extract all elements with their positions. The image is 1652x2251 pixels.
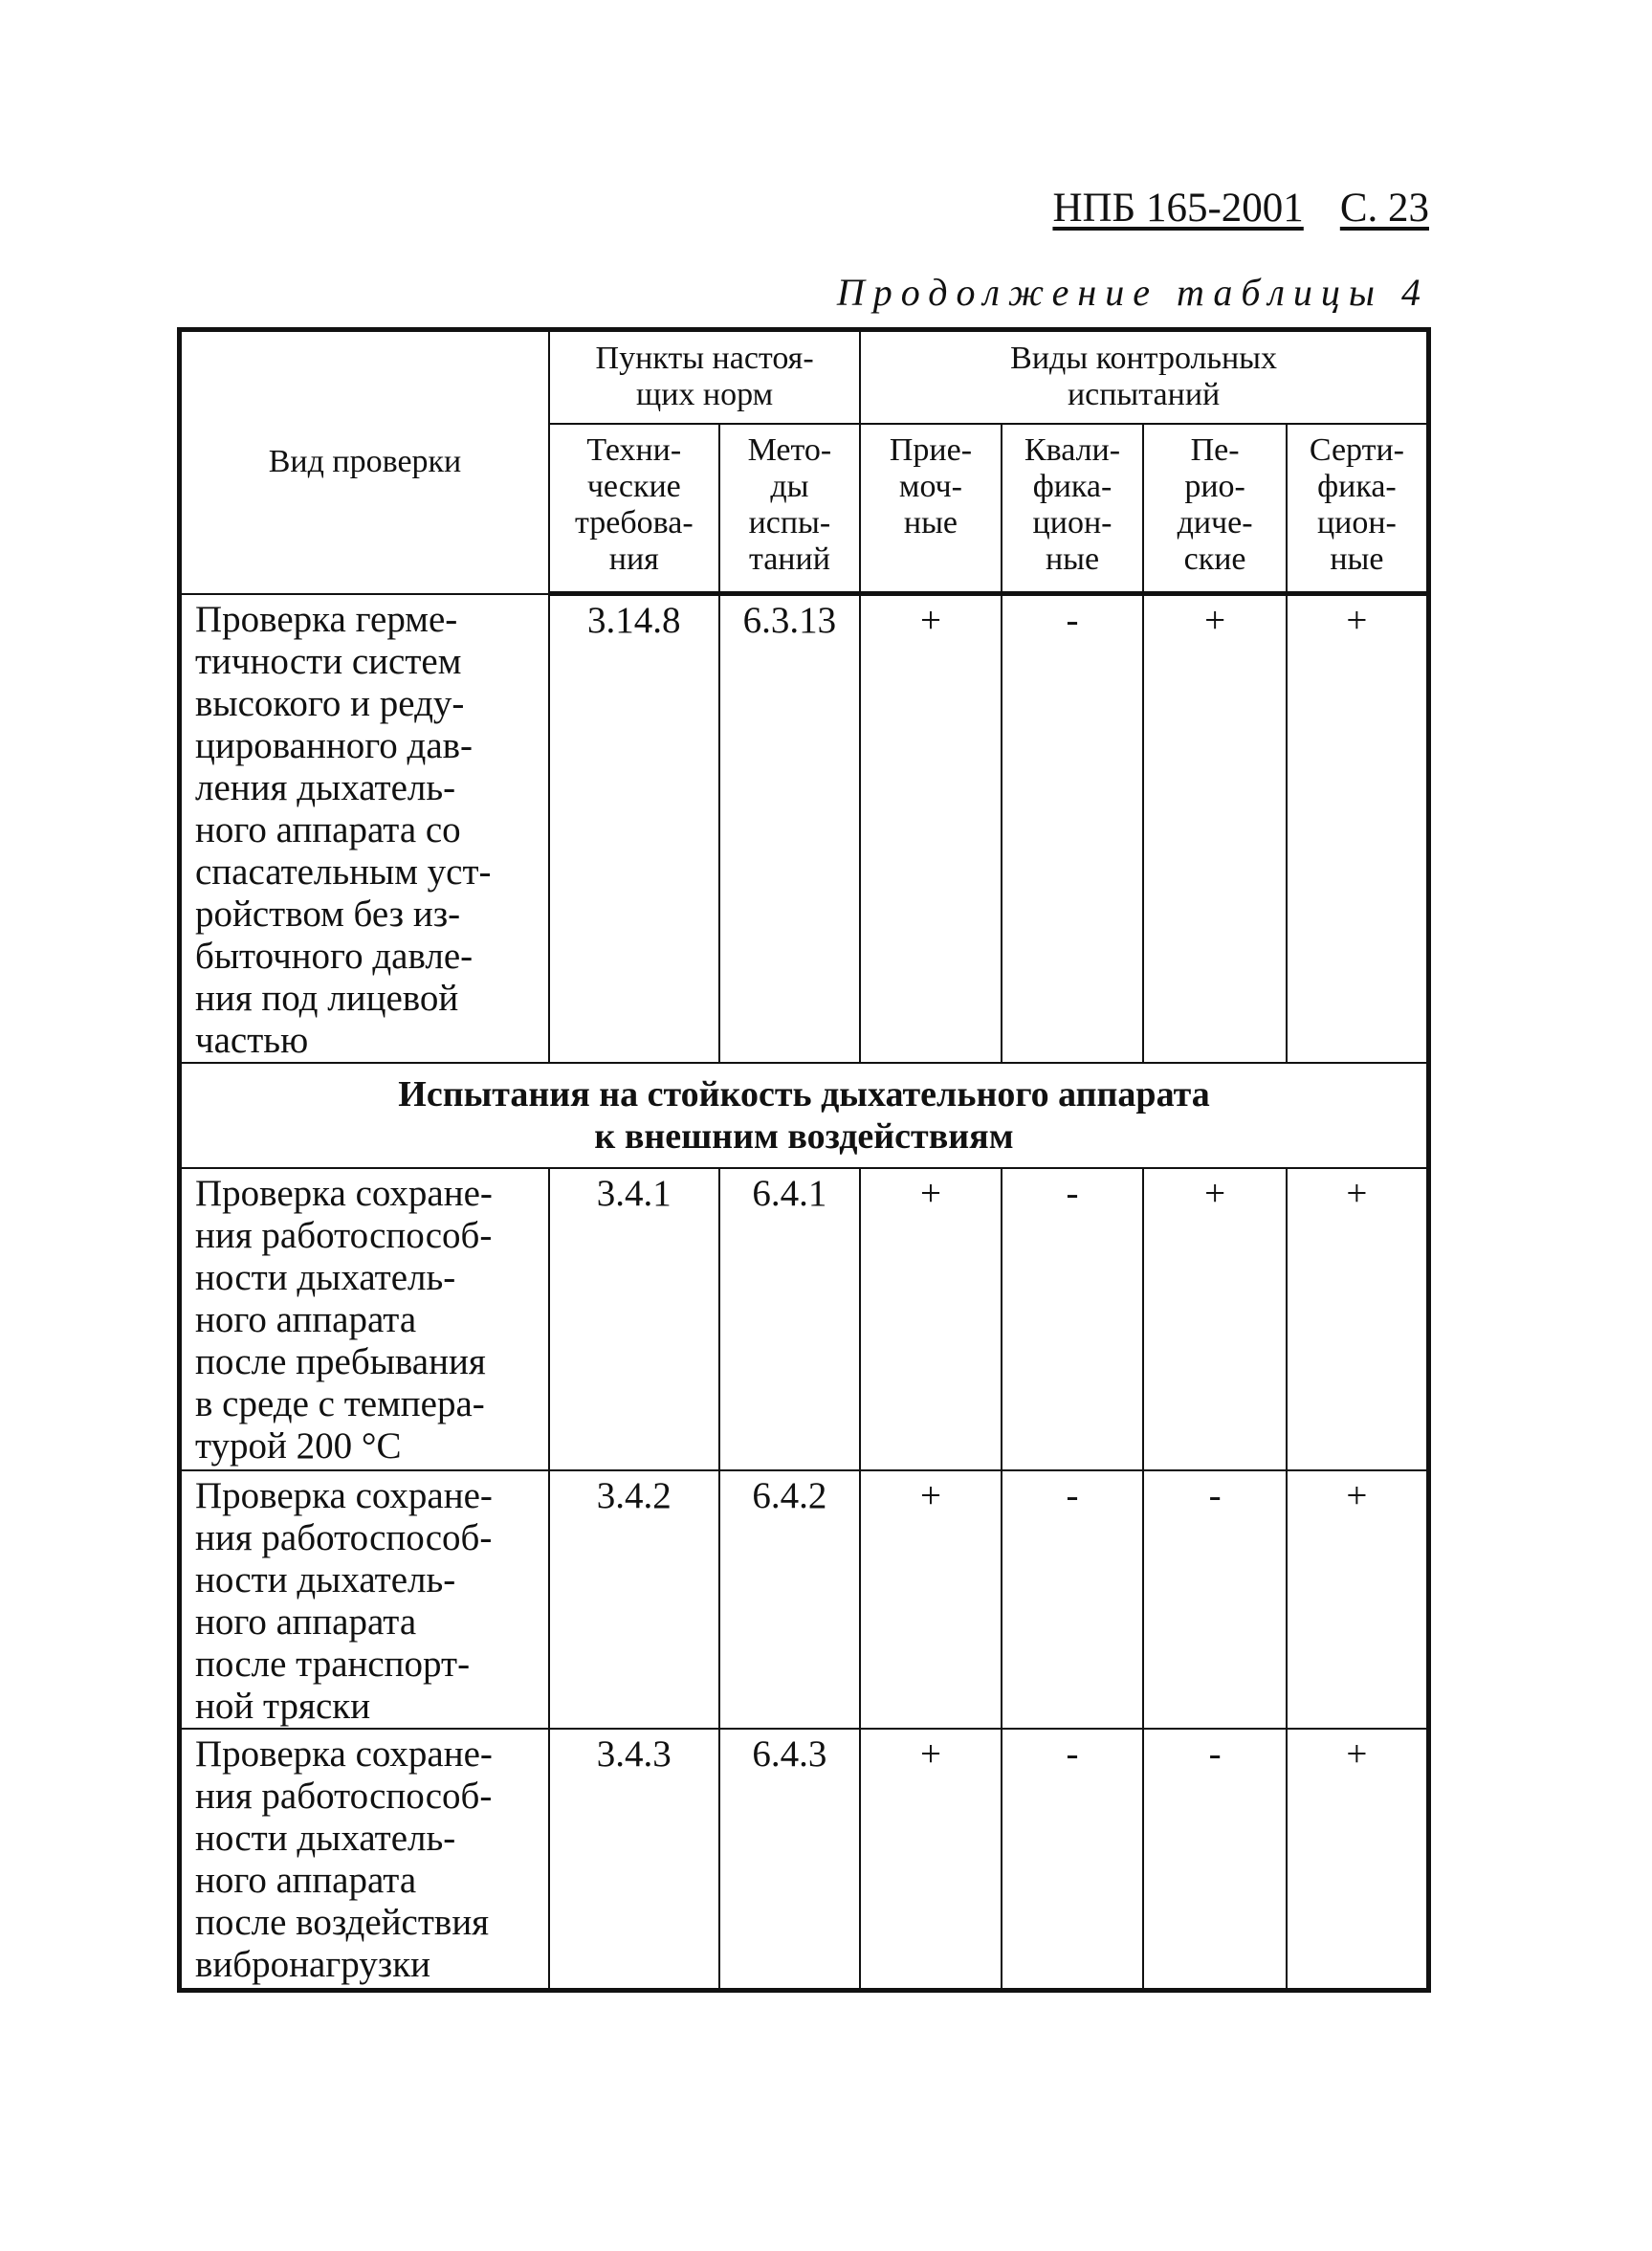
col-header-methods: Мето- ды испы- таний <box>719 424 861 594</box>
col-header-vid: Вид проверки <box>180 330 549 594</box>
cell-method: 6.3.13 <box>719 594 861 1063</box>
cell-period: + <box>1143 1168 1287 1470</box>
cell-method: 6.4.3 <box>719 1729 861 1991</box>
col-header-kval: Квали- фика- цион- ные <box>1002 424 1144 594</box>
table-row <box>180 1168 1429 1470</box>
table-row <box>180 1470 1429 1729</box>
col-group-tests: Виды контрольных испытаний <box>860 330 1428 424</box>
col-header-sert: Серти- фика- цион- ные <box>1287 424 1429 594</box>
cell-method: 6.4.2 <box>719 1470 861 1729</box>
section-row <box>180 1063 1429 1168</box>
cell-sert: + <box>1287 1470 1429 1729</box>
cell-tech: 3.4.2 <box>549 1470 719 1729</box>
table-row <box>180 1729 1429 1991</box>
table-caption: Продолжение таблицы 4 <box>836 271 1429 314</box>
col-group-points: Пункты настоя- щих норм <box>549 330 860 424</box>
row-name: Проверка герме- тичности систем высокого и реду- цированного дав- ления дыхатель- ного аппарата со спасательным уст- ройством без из- быточного давле- ния под лицевой частью <box>180 594 549 1063</box>
header-row-1 <box>180 330 1429 424</box>
cell-period: + <box>1143 594 1287 1063</box>
doc-number: НПБ 165-2001 <box>1052 186 1304 231</box>
cell-period: - <box>1143 1470 1287 1729</box>
row-name: Проверка сохране- ния работоспособ- ности дыхатель- ного аппарата после воздействия вибронагрузки <box>180 1729 549 1991</box>
cell-tech: 3.14.8 <box>549 594 719 1063</box>
cell-priem: + <box>860 1470 1002 1729</box>
cell-kval: - <box>1002 1168 1144 1470</box>
cell-period: - <box>1143 1729 1287 1991</box>
cell-sert: + <box>1287 1729 1429 1991</box>
cell-kval: - <box>1002 1470 1144 1729</box>
col-header-priem: Прие- моч- ные <box>860 424 1002 594</box>
row-name: Проверка сохране- ния работоспособ- ности дыхатель- ного аппарата после пребывания в среде с темпера- турой 200 °С <box>180 1168 549 1470</box>
inspection-table <box>177 327 1431 1993</box>
cell-tech: 3.4.3 <box>549 1729 719 1991</box>
cell-priem: + <box>860 1729 1002 1991</box>
table-row <box>180 594 1429 1063</box>
page-number: С. 23 <box>1339 186 1429 231</box>
col-header-period: Пе- рио- диче- ские <box>1143 424 1287 594</box>
cell-kval: - <box>1002 1729 1144 1991</box>
col-header-tech: Техни- ческие требова- ния <box>549 424 719 594</box>
section-title: Испытания на стойкость дыхательного аппарата к внешним воздействиям <box>180 1063 1429 1168</box>
cell-sert: + <box>1287 1168 1429 1470</box>
cell-priem: + <box>860 594 1002 1063</box>
page-header <box>1052 185 1429 232</box>
cell-sert: + <box>1287 594 1429 1063</box>
cell-tech: 3.4.1 <box>549 1168 719 1470</box>
cell-priem: + <box>860 1168 1002 1470</box>
cell-kval: - <box>1002 594 1144 1063</box>
row-name: Проверка сохране- ния работоспособ- ности дыхатель- ного аппарата после транспорт- ной тряски <box>180 1470 549 1729</box>
cell-method: 6.4.1 <box>719 1168 861 1470</box>
